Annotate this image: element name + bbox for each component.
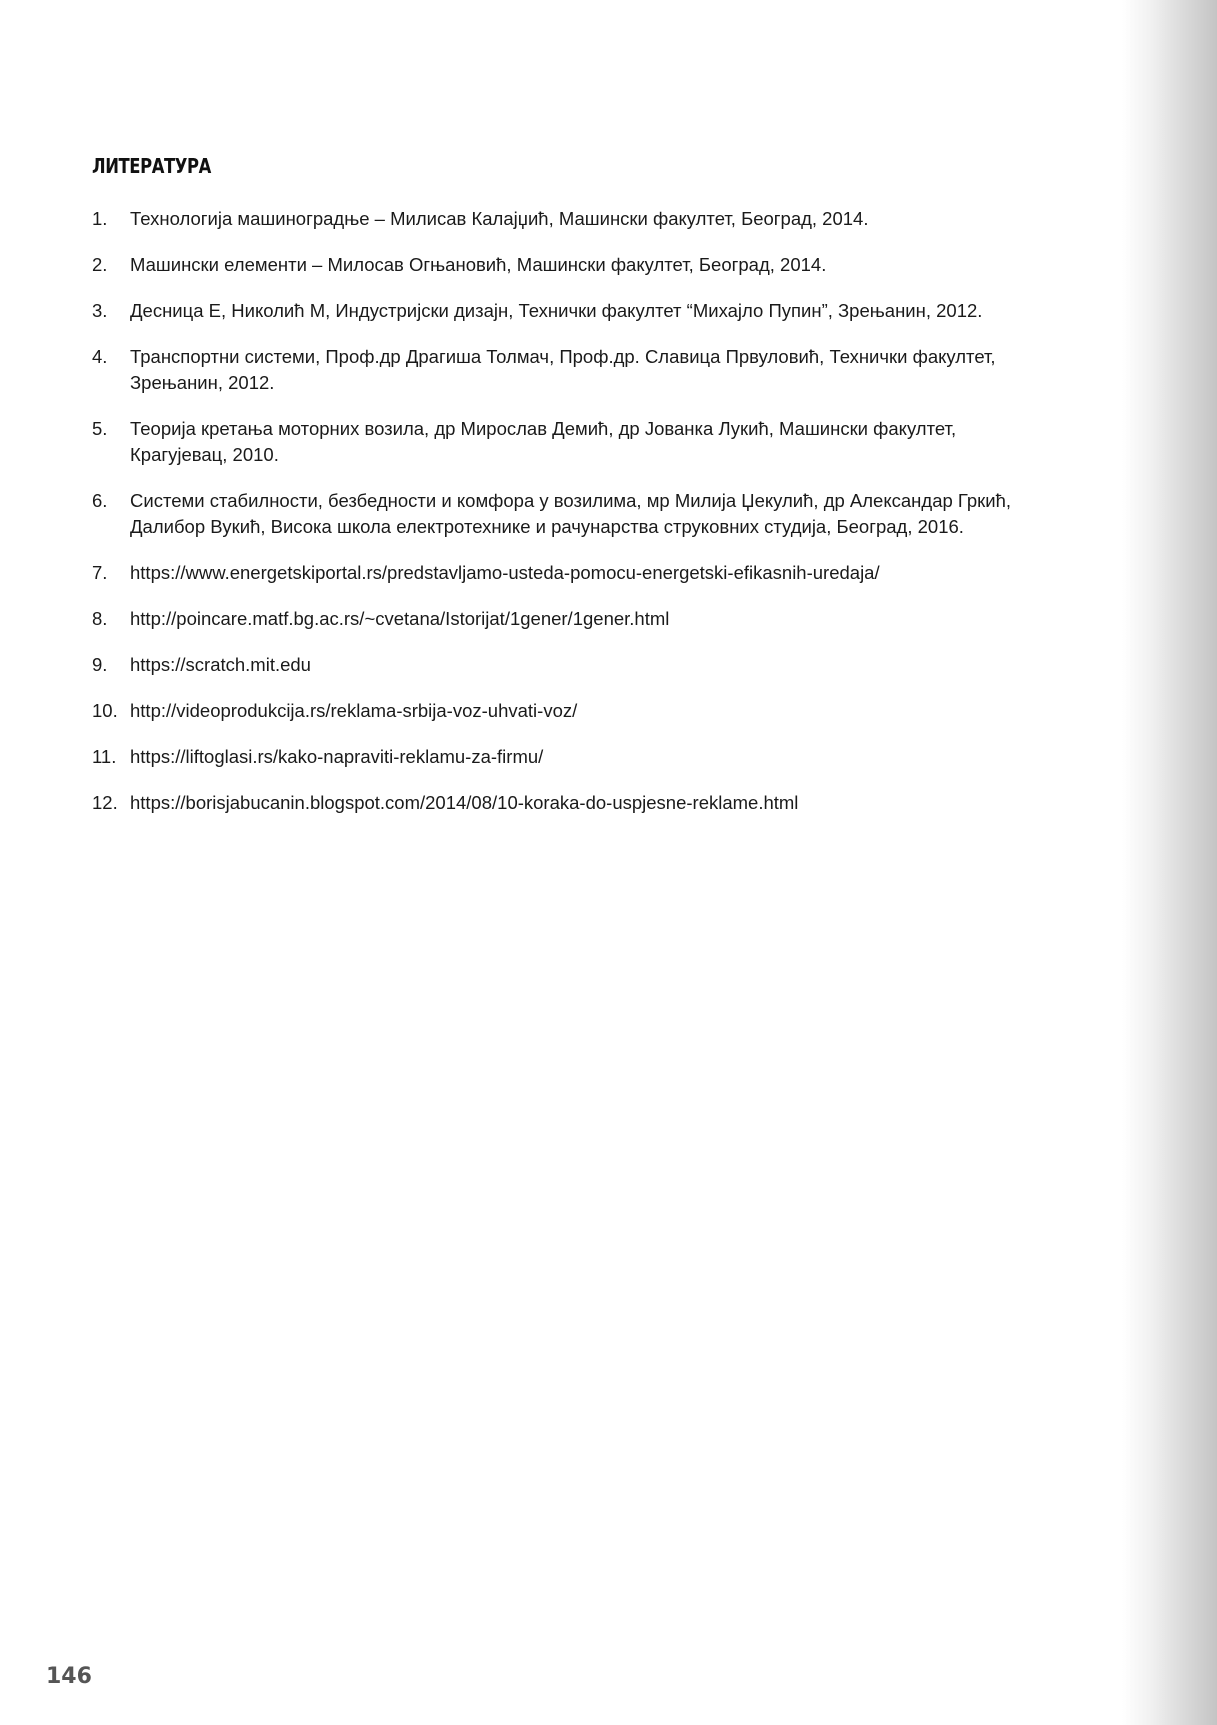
- reference-item: [92, 698, 1032, 724]
- reference-number: 2.: [92, 254, 108, 275]
- reference-number: 10.: [92, 700, 118, 721]
- reference-number: 6.: [92, 490, 108, 511]
- reference-link[interactable]: https://borisjabucanin.blogspot.com/2014/08/10-koraka-do-uspjesne-reklame.html: [130, 792, 799, 813]
- reference-item: [92, 488, 1032, 540]
- reference-number: 9.: [92, 654, 108, 675]
- reference-number: 3.: [92, 300, 108, 321]
- reference-link[interactable]: https://www.energetskiportal.rs/predstavljamo-usteda-pomocu-energetski-efikasnih-uredaja/: [130, 562, 880, 583]
- page-number: 146: [46, 1664, 92, 1689]
- reference-list: [92, 206, 1032, 836]
- reference-item: [92, 206, 1032, 232]
- reference-text: Системи стабилности, безбедности и комфора у возилима, мр Милија Џекулић, др Александар Гркић, Далибор Вукић, Висока школа електротехнике и рачунарства струковних студија, Београд, 2016.: [130, 490, 1012, 537]
- reference-item: [92, 652, 1032, 678]
- page-edge-shadow: [1122, 0, 1217, 1725]
- reference-number: 12.: [92, 792, 118, 813]
- reference-item: [92, 252, 1032, 278]
- reference-text: Технологија машиноградње – Милисав Калајџић, Машински факултет, Београд, 2014.: [130, 208, 869, 229]
- reference-number: 1.: [92, 208, 108, 229]
- reference-text: Машински елементи – Милосав Огњановић, Машински факултет, Београд, 2014.: [130, 254, 827, 275]
- reference-text: Десница Е, Николић М, Индустријски дизајн, Технички факултет “Михајло Пупин”, Зрењанин, 2012.: [130, 300, 983, 321]
- reference-item: [92, 416, 1032, 468]
- reference-item: [92, 606, 1032, 632]
- reference-item: [92, 790, 1032, 816]
- reference-number: 8.: [92, 608, 108, 629]
- reference-number: 4.: [92, 346, 108, 367]
- reference-number: 7.: [92, 562, 108, 583]
- section-title: ЛИТЕРАТУРА: [92, 154, 211, 178]
- reference-item: [92, 560, 1032, 586]
- reference-item: [92, 298, 1032, 324]
- reference-link[interactable]: https://liftoglasi.rs/kako-napraviti-reklamu-za-firmu/: [130, 746, 544, 767]
- reference-item: [92, 744, 1032, 770]
- reference-link[interactable]: https://scratch.mit.edu: [130, 654, 311, 675]
- reference-item: [92, 344, 1032, 396]
- reference-text: Транспортни системи, Проф.др Драгиша Толмач, Проф.др. Славица Првуловић, Технички факултет, Зрењанин, 2012.: [130, 346, 996, 393]
- reference-link[interactable]: http://videoprodukcija.rs/reklama-srbija-voz-uhvati-voz/: [130, 700, 578, 721]
- reference-text: Теорија кретања моторних возила, др Мирослав Демић, др Јованка Лукић, Машински факултет, Крагујевац, 2010.: [130, 418, 957, 465]
- reference-link[interactable]: http://poincare.matf.bg.ac.rs/~cvetana/Istorijat/1gener/1gener.html: [130, 608, 670, 629]
- reference-number: 11.: [92, 746, 117, 767]
- reference-number: 5.: [92, 418, 108, 439]
